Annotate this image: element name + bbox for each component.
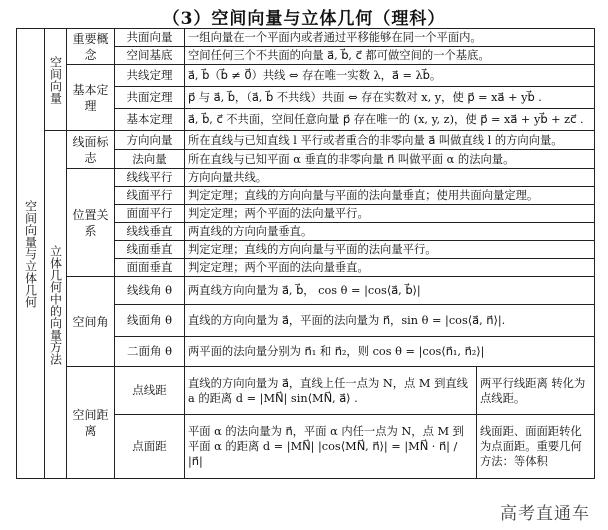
row-label: 共线定理 bbox=[115, 65, 185, 87]
row-label: 线线角 θ bbox=[115, 277, 185, 305]
row-content: 两直线的方向向量垂直。 bbox=[185, 223, 595, 241]
watermark: 高考直通车 bbox=[500, 504, 590, 524]
row-label: 线面角 θ bbox=[115, 305, 185, 337]
row-content: 判定定理；直线的方向向量与平面的法向量垂直；使用共面向量定理。 bbox=[185, 187, 595, 205]
section-vector: 空间向量 bbox=[45, 29, 67, 131]
group-position-relations: 位置关系 bbox=[67, 169, 115, 277]
row-label: 点面距 bbox=[115, 415, 185, 479]
row-label: 面面平行 bbox=[115, 205, 185, 223]
row-content: 判定定理；两个平面的法向量平行。 bbox=[185, 205, 595, 223]
row-content: 所在直线与已知直线 l 平行或者重合的非零向量 a⃗ 叫做直线 l 的方向向量。 bbox=[185, 131, 595, 150]
row-content: p⃗ 与 a⃗, b⃗，（a⃗, b⃗ 不共线）共面 ⇔ 存在实数对 x, y，使 p⃗ = xa⃗ + yb⃗ . bbox=[185, 87, 595, 109]
row-content: 直线的方向向量为 a⃗，平面的法向量为 n⃗，sin θ = |cos⟨a⃗, n⃗⟩|. bbox=[185, 305, 595, 337]
group-line-plane-flags: 线面标志 bbox=[67, 131, 115, 169]
main-category-cell: 空间向量与立体几何 bbox=[17, 29, 45, 479]
row-content: 两平面的法向量分别为 n⃗₁ 和 n⃗₂，则 cos θ = |cos⟨n⃗₁, n⃗₂⟩| bbox=[185, 337, 595, 367]
row-content: 方向向量共线。 bbox=[185, 169, 595, 187]
section-geometry: 立体几何中的向量方法 bbox=[45, 131, 67, 479]
row-label: 法向量 bbox=[115, 150, 185, 169]
knowledge-table bbox=[16, 28, 595, 479]
row-note: 线面距、面面距转化为点面距。重要几何方法：等体积 bbox=[477, 415, 595, 479]
row-label: 共面向量 bbox=[115, 29, 185, 47]
row-label: 方向向量 bbox=[115, 131, 185, 150]
group-space-distance: 空间距离 bbox=[67, 367, 115, 479]
row-label: 基本定理 bbox=[115, 109, 185, 131]
row-content: a⃗, b⃗（b⃗ ≠ 0⃗）共线 ⇔ 存在唯一实数 λ，a⃗ = λb⃗。 bbox=[185, 65, 595, 87]
group-basic-theorems: 基本定理 bbox=[67, 65, 115, 131]
row-content: 两直线方向向量为 a⃗, b⃗， cos θ = |cos⟨a⃗, b⃗⟩| bbox=[185, 277, 595, 305]
row-content: 所在直线与已知平面 α 垂直的非零向量 n⃗ 叫做平面 α 的法向量。 bbox=[185, 150, 595, 169]
row-content: 空间任何三个不共面的向量 a⃗, b⃗, c⃗ 都可做空间的一个基底。 bbox=[185, 47, 595, 65]
row-content: 直线的方向向量为 a⃗，直线上任一点为 N，点 M 到直线 a 的距离 d = |MN⃗| sin⟨MN⃗, a⃗⟩ . bbox=[185, 367, 477, 415]
row-label: 共面定理 bbox=[115, 87, 185, 109]
row-label: 线面平行 bbox=[115, 187, 185, 205]
row-note: 两平行线距离 转化为点线距。 bbox=[477, 367, 595, 415]
group-space-angles: 空间角 bbox=[67, 277, 115, 367]
row-content: 平面 α 的法向量为 n⃗，平面 α 内任一点为 N，点 M 到平面 α 的距离 d = |MN⃗| |cos⟨MN⃗, n⃗⟩| = |MN⃗ · n⃗| / |n⃗| bbox=[185, 415, 477, 479]
row-label: 线面垂直 bbox=[115, 241, 185, 259]
row-label: 面面垂直 bbox=[115, 259, 185, 277]
row-content: 判定定理；直线的方向向量与平面的法向量平行。 bbox=[185, 241, 595, 259]
row-label: 二面角 θ bbox=[115, 337, 185, 367]
row-label: 点线距 bbox=[115, 367, 185, 415]
row-content: 一组向量在一个平面内或者通过平移能够在同一个平面内。 bbox=[185, 29, 595, 47]
row-label: 线线平行 bbox=[115, 169, 185, 187]
row-label: 线线垂直 bbox=[115, 223, 185, 241]
row-content: 判定定理；两个平面的法向量垂直。 bbox=[185, 259, 595, 277]
row-content: a⃗, b⃗, c⃗ 不共面，空间任意向量 p⃗ 存在唯一的 (x, y, z)，使 p⃗ = xa⃗ + yb⃗ + zc⃗ . bbox=[185, 109, 595, 131]
page-title: （3）空间向量与立体几何（理科） bbox=[162, 9, 446, 29]
row-label: 空间基底 bbox=[115, 47, 185, 65]
group-important-concepts: 重要概念 bbox=[67, 29, 115, 65]
